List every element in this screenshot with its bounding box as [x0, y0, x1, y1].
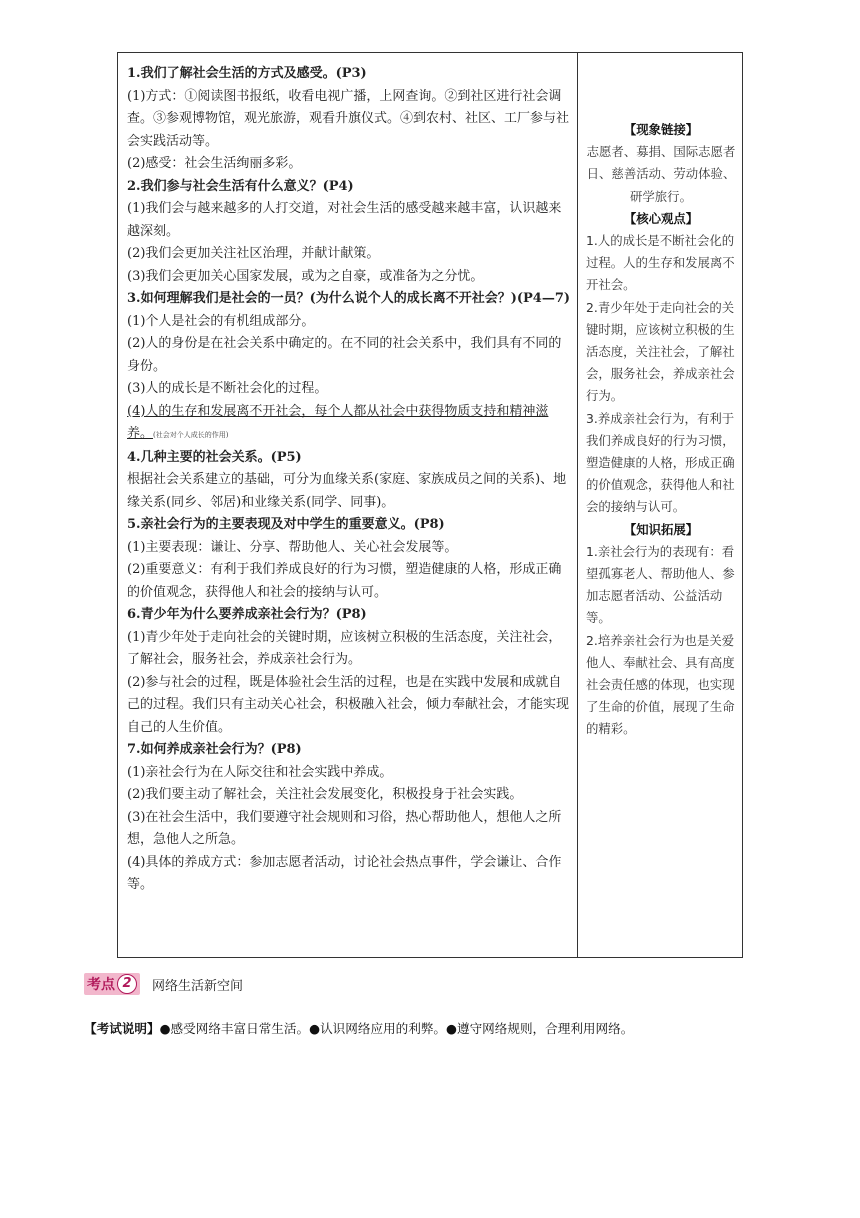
paragraph: (1)方式：①阅读图书报纸，收看电视广播，上网查询。②到社区进行社会调查。③参观博物馆，观光旅游，观看升旗仪式。④到农村、社区、工厂参与社会实践活动等。	[127, 88, 570, 149]
paragraph: (3)在社会生活中，我们要遵守社会规则和习俗，热心帮助他人，想他人之所想，急他人之所急。	[127, 809, 562, 847]
paragraph: (2)重要意义：有利于我们养成良好的行为习惯，塑造健康的人格，形成正确的价值观念，获得他人和社会的接纳与认可。	[127, 562, 562, 600]
question-1: 1.我们了解社会生活的方式及感受。(P3)	[127, 66, 367, 81]
exam-description	[84, 1018, 633, 1037]
paragraph-underlined	[127, 401, 571, 447]
side-column	[578, 53, 742, 957]
core-view-heading: 【核心观点】	[623, 210, 699, 226]
section-2-header	[84, 973, 243, 995]
paragraph: (2)参与社会的过程，既是体验社会生活的过程，也是在实践中发展和成就自己的过程。我们只有主动关心社会，积极融入社会，倾力奉献社会，才能实现自己的人生价值。	[127, 674, 570, 735]
paragraph: (2)我们会更加关注社区治理，并献计献策。	[127, 246, 380, 261]
question-2: 2.我们参与社会生活有什么意义？(P4)	[127, 178, 354, 194]
exam-label: 【考试说明】	[84, 1021, 160, 1036]
badge-label: 考点	[87, 977, 115, 993]
core-view-2: 2.青少年处于走向社会的关键时期，应该树立积极的生活态度，关注社会，了解社会，服务社会，养成亲社会行为。	[586, 299, 735, 404]
main-column	[118, 53, 578, 957]
paragraph: (2)我们要主动了解社会，关注社会发展变化，积极投身于社会实践。	[127, 787, 523, 802]
exam-text: ●感受网络丰富日常生活。●认识网络应用的利弊。●遵守网络规则，合理利用网络。	[159, 1021, 634, 1036]
core-view-3: 3.养成亲社会行为，有利于我们养成良好的行为习惯，塑造健康的人格，形成正确的价值观念，获得他人和社会的接纳与认可。	[586, 410, 735, 515]
paragraph: (1)青少年处于走向社会的关键时期，应该树立积极的生活态度，关注社会，了解社会，服务社会，养成亲社会行为。	[127, 629, 562, 667]
paragraph: (2)感受：社会生活绚丽多彩。	[127, 156, 302, 171]
paragraph: (2)人的身份是在社会关系中确定的。在不同的社会关系中，我们具有不同的身份。	[127, 336, 562, 374]
phenomenon-heading: 【现象链接】	[623, 122, 699, 137]
knowledge-1: 1.亲社会行为的表现有：看望孤寡老人、帮助他人、参加志愿者活动、公益活动等。	[586, 543, 735, 626]
paragraph: (4)具体的养成方式：参加志愿者活动，讨论社会热点事件，学会谦让、合作等。	[127, 854, 562, 892]
knowledge-2: 2.培养亲社会行为也是关爱他人、奉献社会、具有高度社会责任感的体现，也实现了生命的价值，展现了生命的精彩。	[586, 632, 735, 737]
paragraph: (1)主要表现：谦让、分享、帮助他人、关心社会发展等。	[127, 539, 458, 555]
question-6: 6.青少年为什么要养成亲社会行为？(P8)	[127, 607, 367, 622]
question-3: 3.如何理解我们是社会的一员？(为什么说个人的成长离不开社会？)(P4—7)	[127, 291, 571, 306]
paragraph: (1)亲社会行为在人际交往和社会实践中养成。	[127, 764, 393, 780]
core-view-1: 1.人的成长是不断社会化的过程。人的生存和发展离不开社会。	[586, 233, 735, 293]
section-title: 网络生活新空间	[152, 978, 244, 994]
content-table	[117, 52, 743, 958]
badge-number: 2	[117, 974, 137, 994]
question-5: 5.亲社会行为的主要表现及对中学生的重要意义。(P8)	[127, 517, 445, 532]
paragraph: (3)人的成长是不断社会化的过程。	[127, 381, 328, 396]
section-badge	[84, 973, 140, 995]
phenomenon-text: 志愿者、募捐、国际志愿者日、慈善活动、劳动体验、研学旅行。	[586, 144, 736, 204]
paragraph: (1)我们会与越来越多的人打交道，对社会生活的感受越来越丰富，认识越来越深刻。	[127, 201, 562, 239]
knowledge-heading: 【知识拓展】	[623, 521, 699, 537]
annotation-note: (社会对个人成长的作用)	[153, 431, 229, 439]
paragraph: (1)个人是社会的有机组成部分。	[127, 313, 315, 329]
question-7: 7.如何养成亲社会行为？(P8)	[127, 742, 302, 757]
question-4: 4.几种主要的社会关系。(P5)	[127, 449, 302, 465]
underlined-text: (4)人的生存和发展离不开社会，每个人都从社会中获得物质支持和精神滋养。	[127, 403, 549, 441]
paragraph: 根据社会关系建立的基础，可分为血缘关系(家庭、家族成员之间的关系)、地缘关系(同乡、邻居)和业缘关系(同学、同事)。	[127, 472, 567, 510]
paragraph: (3)我们会更加关心国家发展，或为之自豪，或准备为之分忧。	[127, 268, 484, 284]
